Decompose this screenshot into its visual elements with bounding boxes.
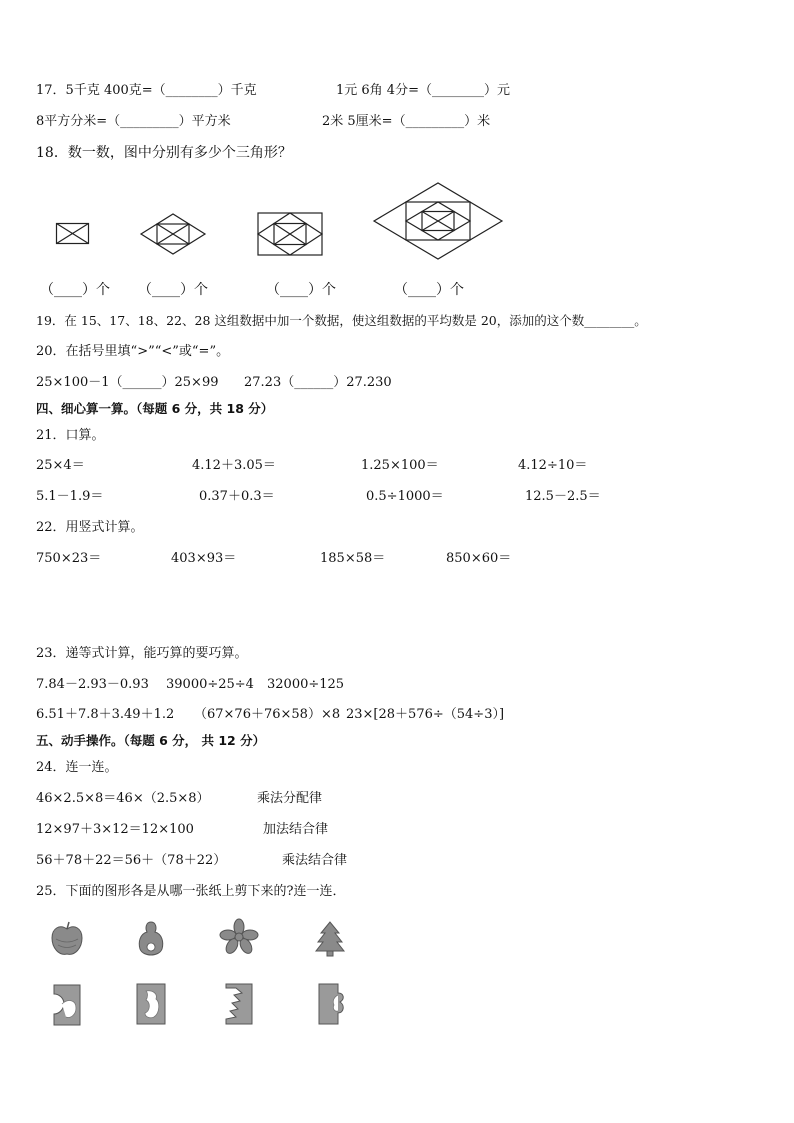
q24-left-3: 56＋78＋22＝56＋（78＋22） [36,853,227,868]
q24-right-1: 乘法分配律 [257,791,323,806]
q17-item-a: 17．5千克 400克=（________）千克 [36,83,257,98]
q20-item-a: 25×100－1（______）25×99 [36,375,219,390]
q21-row1-item2: 4.12＋3.05＝ [192,458,276,473]
q20-title: 20．在括号里填“>”“<”或“=”。 [36,344,230,359]
q24-right-3: 乘法结合律 [282,853,348,868]
q21-row1-item3: 1.25×100＝ [361,458,439,473]
q23-row2-item1: 6.51＋7.8＋3.49＋1.2 [36,707,175,722]
q18-title: 18．数一数，图中分别有多少个三角形？ [36,145,292,161]
tree-icon [315,921,345,957]
triangle-figure-4 [373,182,503,260]
apple-icon [50,921,84,957]
q18-answer-3: （____）个 [266,282,336,298]
triangle-figure-2 [140,213,206,255]
gourd-icon [136,920,166,958]
q18-answer-4: （____）个 [394,282,464,298]
paper-flower-cut-icon [318,983,346,1025]
q23-row2-item2: （67×76＋76×58）×8 [194,707,341,722]
q24-left-2: 12×97＋3×12＝12×100 [36,822,194,837]
triangle-figure-3 [257,212,323,256]
triangle-figure-1 [56,223,90,245]
q21-row2-item3: 0.5÷1000＝ [366,489,444,504]
flower-icon [219,919,259,955]
q21-title: 21．口算。 [36,428,105,443]
q21-row1-item4: 4.12÷10＝ [518,458,588,473]
q23-title: 23．递等式计算，能巧算的要巧算。 [36,646,248,661]
q18-answer-2: （____）个 [138,282,208,298]
section-5-heading: 五、动手操作。（每题 6 分， 共 12 分） [36,733,266,748]
q20-item-b: 27.23（______）27.230 [244,375,392,390]
q23-row2-item3: 23×[28＋576÷（54÷3）] [346,707,505,722]
q17-item-b: 1元 6角 4分=（________）元 [336,83,510,98]
paper-apple-cut-icon [52,984,82,1026]
q22-item3: 185×58＝ [320,551,386,566]
q22-item1: 750×23＝ [36,551,102,566]
q22-item4: 850×60＝ [446,551,512,566]
q24-title: 24．连一连。 [36,760,118,775]
q23-row1-item1: 7.84－2.93－0.93 [36,677,149,692]
q24-right-2: 加法结合律 [263,822,329,837]
section-4-heading: 四、细心算一算。（每题 6 分，共 18 分） [36,401,274,416]
q25-title: 25．下面的图形各是从哪一张纸上剪下来的?连一连． [36,884,346,899]
q19-text: 19．在 15、17、18、22、28 这组数据中加一个数据，使这组数据的平均数是 20，添加的这个数________。 [36,313,647,328]
q18-answer-1: （____）个 [40,282,110,298]
paper-tree-cut-icon [224,983,254,1025]
q24-left-1: 46×2.5×8＝46×（2.5×8） [36,791,210,806]
q21-row2-item4: 12.5－2.5＝ [525,489,601,504]
q17-item-d: 2米 5厘米=（_________）米 [322,114,491,129]
q23-row1-item3: 32000÷125 [267,677,345,692]
q22-item2: 403×93＝ [171,551,237,566]
q17-item-c: 8平方分米=（_________）平方米 [36,114,231,129]
q21-row2-item1: 5.1－1.9＝ [36,489,104,504]
q21-row2-item2: 0.37＋0.3＝ [199,489,275,504]
paper-gourd-cut-icon [136,983,166,1025]
q21-row1-item1: 25×4＝ [36,458,85,473]
q22-title: 22．用竖式计算。 [36,520,144,535]
q23-row1-item2: 39000÷25÷4 [166,677,254,692]
